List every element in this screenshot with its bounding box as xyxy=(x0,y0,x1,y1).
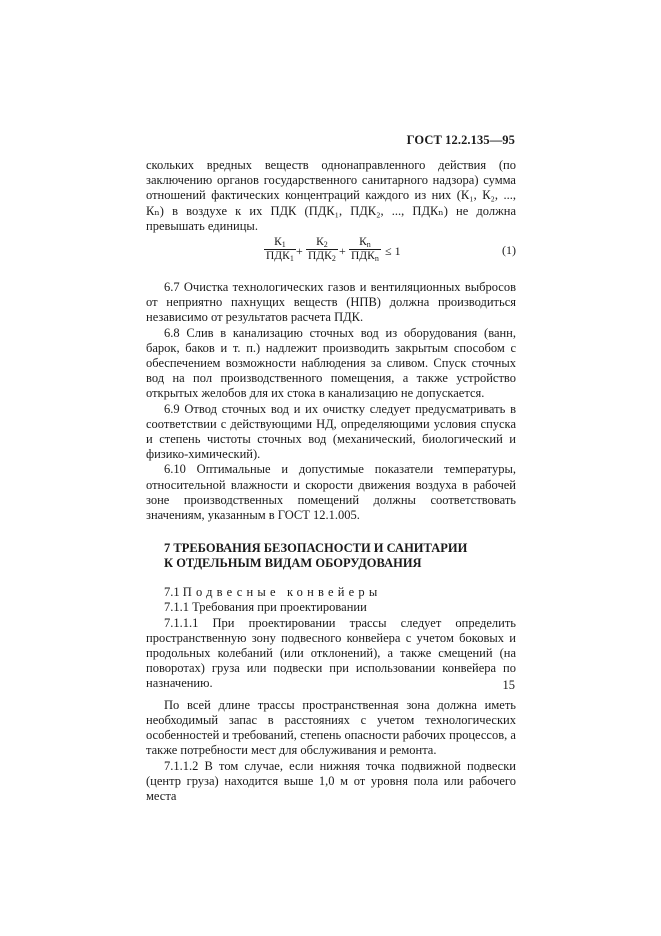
body-column xyxy=(146,158,516,804)
subsection-7-1-1: 7.1.1 Требования при проектировании xyxy=(164,600,367,615)
paragraph-continuation: скольких вредных веществ однонаправленного действия (по заключению органов государственного санитарного надзора) сумма отношений фактических концентраций каждого из них (К₁, К₂, ..., Кₙ) в воздухе к их ПДК (ПДК₁, ПДК₂, ..., ПДКₙ) не должна превышать единицы. xyxy=(146,158,516,233)
page-number: 15 xyxy=(502,678,515,692)
paragraph-zone: По всей длине трассы пространственная зона должна иметь необходимый запас в расстояниях с учетом технологических особенностей и требований, степень опасности рабочих процессов, а также потребности мест для обслуживания и ремонта. xyxy=(146,697,516,758)
fraction-2: $К_2$ $ПДК_2$ xyxy=(308,236,336,264)
fraction-3: $К_n$ $ПДК_n$ xyxy=(351,236,379,264)
document-header: ГОСТ 12.2.135—95 xyxy=(406,133,515,147)
section-7-title-line1: 7 ТРЕБОВАНИЯ БЕЗОПАСНОСТИ И САНИТАРИИ xyxy=(164,541,468,556)
paragraph-6-9: 6.9 Отвод сточных вод и их очистку следует предусматривать в соответствии с действующими НД, определяющими условия спуска и степень чистоты сточных вод (механический, биологический и физико-химический). xyxy=(146,401,516,462)
formula-1 xyxy=(146,236,516,274)
paragraph-6-7: 6.7 Очистка технологических газов и вентиляционных выбросов от неприятно пахнущих веществ (НПВ) должна производиться независимо от результатов расчета ПДК. xyxy=(146,280,516,325)
plus-sign: + xyxy=(296,244,303,259)
paragraph-6-10: 6.10 Оптимальные и допустимые показатели температуры, относительной влажности и скорости движения воздуха в рабочей зоне производственных помещений должны соответствовать значениям, указанным в ГОСТ 12.1.005. xyxy=(146,462,516,523)
plus-sign: + xyxy=(339,244,346,259)
section-7-title-line2: К ОТДЕЛЬНЫМ ВИДАМ ОБОРУДОВАНИЯ xyxy=(164,556,422,571)
paragraph-7-1-1-1: 7.1.1.1 При проектировании трассы следует определить пространственную зону подвесного конвейера с учетом боковых и продольных колебаний (или отклонений), а также смещений (на поворотах) груза или подвески при использовании конвейера по назначению. xyxy=(146,615,516,691)
paragraph-7-1-1-2: 7.1.1.2 В том случае, если нижняя точка подвижной подвески (центр груза) находится выше 1,0 м от уровня пола или рабочего места xyxy=(146,758,516,803)
equation-number: (1) xyxy=(502,243,516,258)
paragraph-6-8: 6.8 Слив в канализацию сточных вод из оборудования (ванн, барок, баков и т. п.) надлежит производить закрытым способом с обеспечением возможности наблюдения за сливом. Спуск сточных вод на пол производственного помещения, а также устройство открытых желобов для их стока в канализацию не допускается. xyxy=(146,325,516,401)
inequality: ≤ 1 xyxy=(385,244,401,259)
subsection-7-1: 7.1 Подвесные конвейеры xyxy=(164,585,382,600)
fraction-1: $К_1$ $ПДК_1$ xyxy=(266,236,294,264)
